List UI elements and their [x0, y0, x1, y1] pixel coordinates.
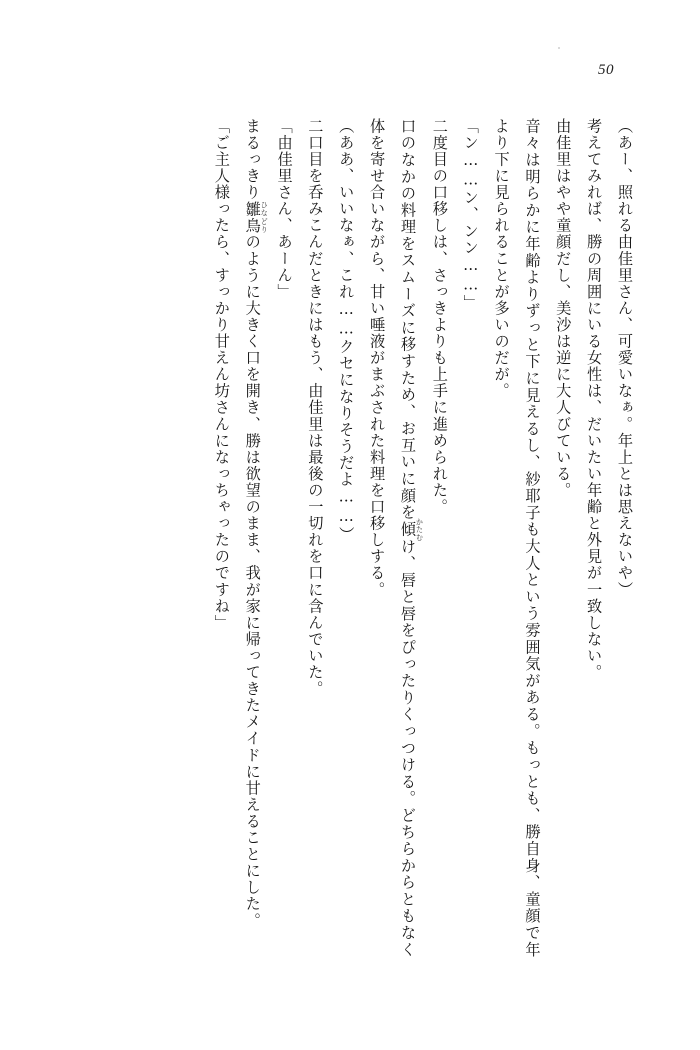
paragraph-9: 二口目を呑みこんだときにはもう、由佳里は最後の一切れを口に含んでいた。	[306, 118, 325, 698]
paragraph-4: 音々は明らかに年齢よりずっと下に見えるし、紗耶子も大人という雰囲気がある。もっとも、勝自身、童顔で年より下に見られることが多いのだが。	[492, 118, 542, 958]
page-number: 50	[598, 62, 614, 78]
paragraph-10: 「由佳里さん、あーん」	[275, 118, 294, 301]
ruby-reading: ひなどり	[260, 200, 270, 234]
paragraph-6: 二度目の口移しは、さっきよりも上手に進められた。	[430, 118, 449, 516]
paragraph-3: 由佳里はやや童顔だし、美沙は逆に大人びている。	[554, 118, 573, 499]
paragraph-2: 考えてみれば、勝の周囲にいる女性は、だいたい年齢と外見が一致しない。	[585, 118, 604, 681]
ruby-傾: 傾かたむ	[398, 518, 425, 542]
paragraph-11: まるっきり雛鳥ひなどりのように大きく口を開き、勝は欲望のまま、我が家に帰ってきたメイドに甘えることにした。	[243, 118, 270, 929]
paper-speck	[558, 47, 560, 49]
ruby-雛鳥: 雛鳥ひなどり	[243, 200, 270, 234]
paragraph-8: （ああ、いいなぁ、これ……クセになりそうだよ……）	[337, 118, 356, 543]
paragraph-5: 「ン……ン、ンン……」	[461, 118, 480, 312]
vertical-text-body	[60, 118, 640, 958]
paragraph-1: （あー、照れる由佳里さん、可愛いなぁ。年上とは思えないや）	[616, 118, 634, 598]
ruby-reading: かたむ	[415, 518, 425, 542]
paragraph-7: 口のなかの料理をスムーズに移すため、お互いに顔を傾かたむけ、唇と唇をぴったりくっつける。どちらからともなく体を寄せ合いながら、甘い唾液がまぶされた料理を口移しする。	[368, 118, 425, 958]
paragraph-12: 「ご主人様ったら、すっかり甘えん坊さんになっちゃったのですね」	[212, 118, 231, 632]
